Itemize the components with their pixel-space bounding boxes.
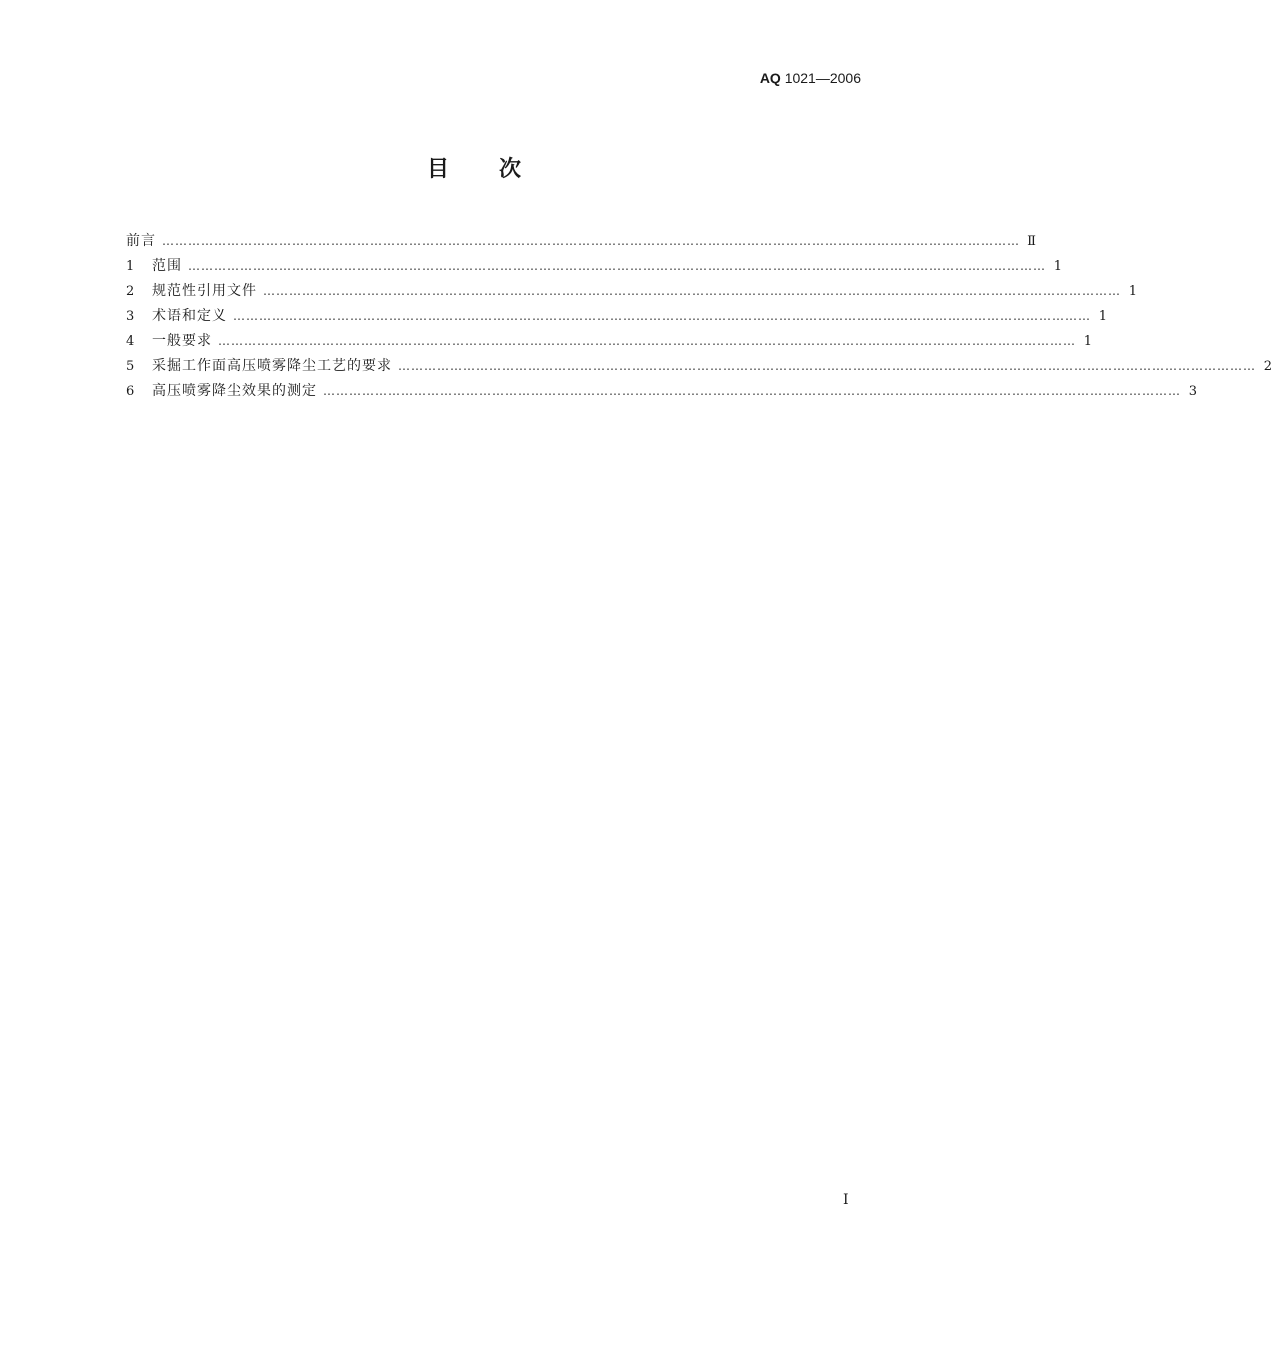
toc-leader-dots: ……………………………………………………………………………………………………………………………………………………………………………… bbox=[162, 234, 1020, 248]
toc-entry-label: 采掘工作面高压喷雾降尘工艺的要求 bbox=[152, 358, 392, 374]
toc-leader-dots: ……………………………………………………………………………………………………………………………………………………………………………… bbox=[233, 309, 1091, 323]
toc-entry-page: 1 bbox=[1083, 334, 1092, 349]
toc-entry-preface[interactable] bbox=[126, 232, 1036, 257]
toc-entry-number: 3 bbox=[126, 309, 135, 324]
toc-leader-dots: ……………………………………………………………………………………………………………………………………………………………………………… bbox=[263, 284, 1121, 298]
toc-entry-1[interactable] bbox=[126, 257, 1062, 282]
toc-entry-3[interactable] bbox=[126, 307, 1107, 332]
toc-leader-dots: ……………………………………………………………………………………………………………………………………………………………………………… bbox=[398, 359, 1256, 373]
toc-entry-2[interactable] bbox=[126, 282, 1137, 307]
toc-entry-label: 前言 bbox=[126, 233, 156, 249]
toc-entry-page: 2 bbox=[1263, 359, 1272, 374]
toc-entry-label: 高压喷雾降尘效果的测定 bbox=[152, 383, 317, 399]
document-code-number: 1021—2006 bbox=[780, 70, 861, 86]
toc-leader-dots: ……………………………………………………………………………………………………………………………………………………………………………… bbox=[218, 334, 1076, 348]
document-code-prefix: AQ bbox=[759, 70, 781, 86]
table-of-contents bbox=[126, 232, 1272, 407]
toc-entry-page: 3 bbox=[1188, 384, 1197, 399]
toc-entry-page: 1 bbox=[1053, 259, 1062, 274]
toc-entry-label: 规范性引用文件 bbox=[152, 283, 257, 299]
toc-entry-6[interactable] bbox=[126, 382, 1197, 407]
toc-entry-5[interactable] bbox=[126, 357, 1272, 382]
toc-entry-label: 术语和定义 bbox=[152, 308, 227, 324]
toc-title-part1: 目 bbox=[426, 157, 451, 182]
toc-entry-number: 4 bbox=[126, 334, 135, 349]
toc-entry-number: 2 bbox=[126, 284, 135, 299]
toc-entry-label: 一般要求 bbox=[152, 333, 212, 349]
document-code bbox=[760, 70, 861, 86]
toc-entry-page: 1 bbox=[1098, 309, 1107, 324]
page-number: Ⅰ bbox=[843, 1192, 849, 1208]
toc-leader-dots: ……………………………………………………………………………………………………………………………………………………………………………… bbox=[188, 259, 1046, 273]
toc-leader-dots: ……………………………………………………………………………………………………………………………………………………………………………… bbox=[323, 384, 1181, 398]
toc-entry-4[interactable] bbox=[126, 332, 1092, 357]
toc-entry-label: 范围 bbox=[152, 258, 182, 274]
toc-title-part2: 次 bbox=[499, 157, 524, 182]
toc-entry-number: 6 bbox=[126, 384, 135, 399]
toc-entry-number: 5 bbox=[126, 359, 135, 374]
toc-entry-page: Ⅱ bbox=[1027, 234, 1036, 249]
toc-entry-number: 1 bbox=[126, 259, 135, 274]
toc-entry-page: 1 bbox=[1128, 284, 1137, 299]
toc-title bbox=[0, 152, 950, 183]
